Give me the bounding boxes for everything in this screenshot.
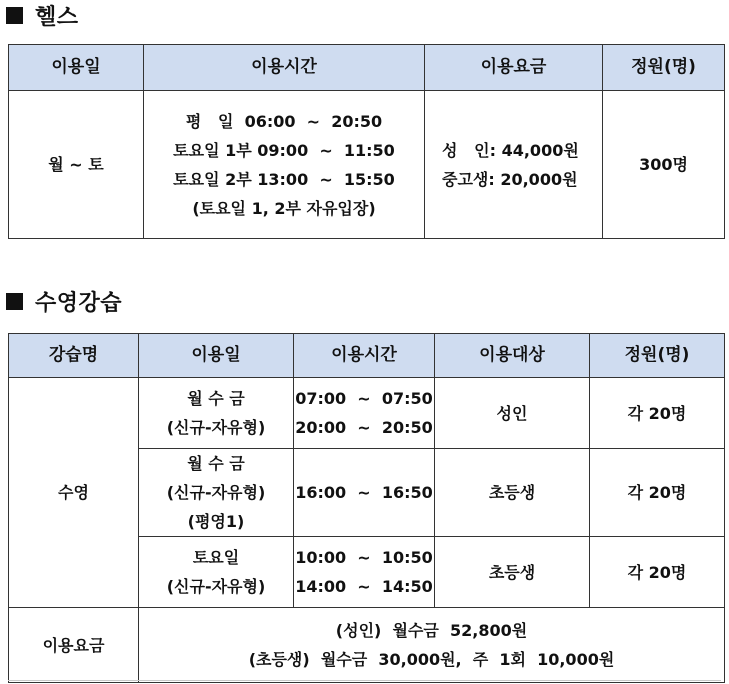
swim-table [8,333,725,683]
swim-days-line: 월 수 금 [187,454,245,473]
swim-fee-label: 이용요금 [9,608,139,683]
health-time-cell [144,91,425,239]
swim-target: 초등생 [435,449,590,537]
swim-days-line: (신규-자유형) [166,577,266,596]
swim-time-cell [294,449,435,537]
swim-days-cell [139,449,294,537]
swim-header-time: 이용시간 [294,334,435,378]
health-days: 월 ~ 토 [9,91,144,239]
swim-header-target: 이용대상 [435,334,590,378]
health-title: 헬스 [35,4,79,30]
swim-capacity: 각 20명 [590,449,725,537]
swim-time-line: 14:00 ~ 14:50 [295,577,433,596]
swim-fee-line: (초등생) 월수금 30,000원, 주 1회 10,000원 [248,650,615,669]
swim-class-name: 수영 [9,378,139,608]
health-time-line: 평 일 06:00 ~ 20:50 [185,111,383,131]
swim-capacity: 각 20명 [590,537,725,608]
health-header-time: 이용시간 [144,45,425,91]
health-capacity: 300명 [603,91,725,239]
swim-days-cell [139,378,294,449]
health-header-days: 이용일 [9,45,144,91]
health-time-line: 토요일 1부 09:00 ~ 11:50 [173,140,395,160]
health-header-capacity: 정원(명) [603,45,725,91]
swim-fee-row [9,608,725,683]
swim-time-line: 20:00 ~ 20:50 [295,418,433,437]
swim-days-line: (신규-자유형) [166,483,266,502]
health-fee-line: 중고생: 20,000원 [442,169,578,189]
bottom-divider [8,680,721,681]
swim-header-capacity: 정원(명) [590,334,725,378]
swim-days-line: (평영1) [187,512,245,531]
swim-time-line: 10:00 ~ 10:50 [295,548,433,567]
swim-capacity: 각 20명 [590,378,725,449]
swim-days-line: (신규-자유형) [166,418,266,437]
swim-target: 성인 [435,378,590,449]
health-time-line: (토요일 1, 2부 자유입장) [192,198,376,218]
health-fee-line: 성 인: 44,000원 [442,140,579,160]
swim-target: 초등생 [435,537,590,608]
swim-fee-line: (성인) 월수금 52,800원 [335,621,528,640]
swim-header-row [9,334,725,378]
swim-row [9,378,725,449]
health-header-row [9,45,725,91]
health-data-row [9,91,725,239]
swim-days-line: 월 수 금 [187,389,245,408]
swim-time-cell [294,537,435,608]
swim-section-title [6,286,122,316]
health-fee-cell [425,91,603,239]
health-time-line: 토요일 2부 13:00 ~ 15:50 [173,169,395,189]
swim-days-cell [139,537,294,608]
swim-title: 수영강습 [35,290,123,316]
swim-header-days: 이용일 [139,334,294,378]
swim-days-line: 토요일 [192,548,240,567]
health-header-fee: 이용요금 [425,45,603,91]
swim-header-class: 강습명 [9,334,139,378]
swim-fee-cell [139,608,725,683]
black-square-bullet-icon [6,293,23,310]
health-section-title [6,0,79,30]
black-square-bullet-icon [6,7,23,24]
health-table [8,44,725,239]
swim-time-cell [294,378,435,449]
swim-time-line: 16:00 ~ 16:50 [295,483,433,502]
swim-time-line: 07:00 ~ 07:50 [295,389,433,408]
